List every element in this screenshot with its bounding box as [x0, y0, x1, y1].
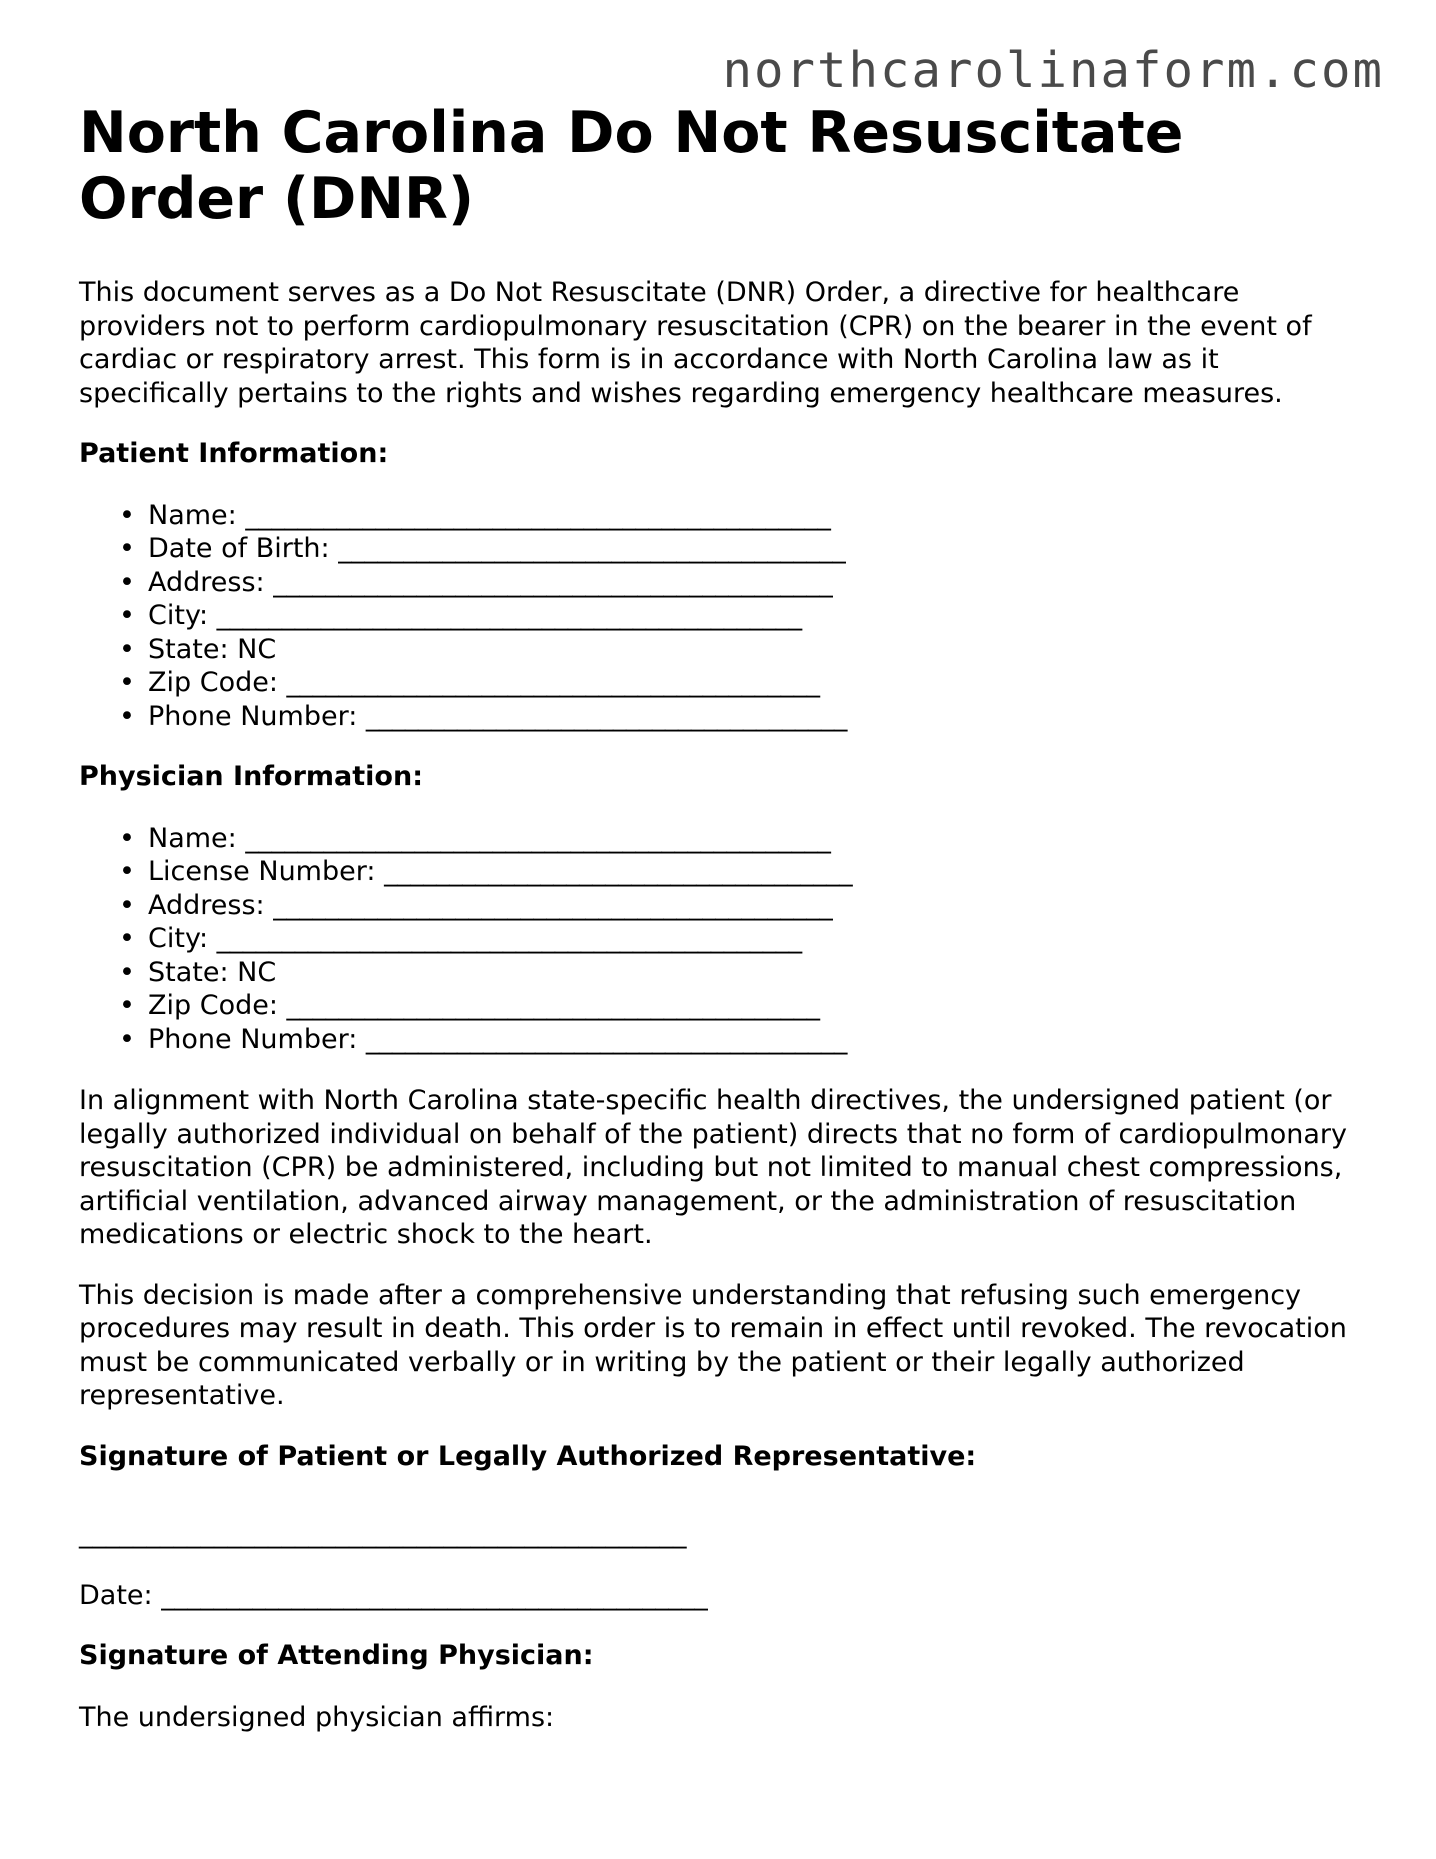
- field-blank[interactable]: _____________________________________________: [245, 499, 831, 531]
- bullet-icon: •: [119, 990, 135, 1021]
- field-label: City:: [148, 923, 209, 954]
- physician-phone-field[interactable]: [119, 1023, 1369, 1057]
- bullet-icon: •: [119, 1023, 135, 1055]
- field-label: Name:: [148, 822, 237, 854]
- field-blank[interactable]: _______________________________________: [338, 533, 846, 564]
- field-blank[interactable]: _____________________________________________: [245, 822, 831, 854]
- intro-paragraph: This document serves as a Do Not Resuscitate (DNR) Order, a directive for healthcare providers not to perform cardiopulmonary resuscitation (CPR) on the bearer in the event of cardiac or respiratory arrest. This form is in accordance with North Carolina law as it specifically pertains to the rights and wishes regarding emergency healthcare measures.: [79, 277, 1312, 409]
- physician-city-field[interactable]: [119, 922, 1369, 956]
- bullet-icon: •: [119, 923, 135, 954]
- patient-city-field[interactable]: [119, 599, 1369, 633]
- field-label: Phone Number:: [148, 700, 358, 732]
- patient-signature-heading: Signature of Patient or Legally Authorized Representative:: [79, 1440, 977, 1472]
- field-label: Address:: [148, 889, 265, 921]
- field-blank[interactable]: ___________________________________________: [273, 889, 833, 921]
- bullet-icon: •: [119, 499, 135, 531]
- patient-zip-field[interactable]: [119, 666, 1369, 700]
- document-page: [79, 100, 1369, 1734]
- field-label: State:: [148, 633, 229, 665]
- physician-info-heading: Physician Information:: [79, 761, 423, 792]
- field-blank[interactable]: _____________________________________: [365, 700, 847, 732]
- field-label: State:: [148, 956, 229, 988]
- alignment-paragraph: In alignment with North Carolina state-specific health directives, the undersigned patient (or legally authorized individual on behalf of the patient) directs that no form of cardiopulmonary resuscitation (CPR) be administered, including but not limited to manual chest compressions, artificial ventilation, advanced airway management, or the administration of resuscitation medications or electric shock to the heart.: [79, 1085, 1347, 1250]
- field-label: Date of Birth:: [148, 533, 330, 564]
- field-value: NC: [237, 633, 277, 665]
- patient-dob-field[interactable]: [119, 532, 1369, 566]
- field-blank[interactable]: ____________________________________: [384, 856, 853, 887]
- bullet-icon: •: [119, 600, 135, 631]
- bullet-icon: •: [119, 956, 135, 988]
- signature-date-field[interactable]: [79, 1579, 1369, 1613]
- field-blank[interactable]: _________________________________________: [286, 990, 820, 1021]
- patient-name-field[interactable]: [119, 499, 1369, 533]
- patient-signature-line[interactable]: _____________________________________________: [79, 1518, 687, 1549]
- field-label: Zip Code:: [148, 667, 278, 698]
- field-label: Zip Code:: [148, 990, 278, 1021]
- bullet-icon: •: [119, 889, 135, 921]
- field-blank[interactable]: ___________________________________________: [273, 566, 833, 598]
- bullet-icon: •: [119, 822, 135, 854]
- patient-phone-field[interactable]: [119, 700, 1369, 734]
- physician-name-field[interactable]: [119, 822, 1369, 856]
- field-label: Address:: [148, 566, 265, 598]
- bullet-icon: •: [119, 566, 135, 598]
- physician-info-list: [79, 822, 1369, 1057]
- field-blank[interactable]: _____________________________________________: [216, 923, 802, 954]
- physician-address-field[interactable]: [119, 889, 1369, 923]
- field-label: License Number:: [148, 856, 376, 887]
- field-label: City:: [148, 600, 209, 631]
- field-blank[interactable]: _____________________________________________: [216, 600, 802, 631]
- date-label: Date:: [79, 1579, 153, 1611]
- bullet-icon: •: [119, 700, 135, 732]
- physician-license-field[interactable]: [119, 855, 1369, 889]
- bullet-icon: •: [119, 633, 135, 665]
- decision-paragraph: This decision is made after a comprehensive understanding that refusing such emergency procedures may result in death. This order is to remain in effect until revoked. The revocation must be communicated verbally or in writing by the patient or their legally authorized representative.: [79, 1279, 1347, 1411]
- physician-zip-field[interactable]: [119, 989, 1369, 1023]
- bullet-icon: •: [119, 533, 135, 564]
- physician-affirms-text: The undersigned physician affirms:: [79, 1701, 555, 1733]
- patient-state-field: [119, 633, 1369, 667]
- patient-info-list: [79, 499, 1369, 734]
- patient-address-field[interactable]: [119, 566, 1369, 600]
- page-title: North Carolina Do Not Resuscitate Order (DNR): [79, 100, 1184, 232]
- physician-signature-heading: Signature of Attending Physician:: [79, 1640, 594, 1671]
- field-value: NC: [237, 956, 277, 988]
- patient-info-heading: Patient Information:: [79, 438, 389, 469]
- bullet-icon: •: [119, 667, 135, 698]
- physician-state-field: [119, 956, 1369, 990]
- field-blank[interactable]: _________________________________________: [286, 667, 820, 698]
- field-label: Phone Number:: [148, 1023, 358, 1055]
- field-label: Name:: [148, 499, 237, 531]
- date-blank[interactable]: __________________________________________: [161, 1579, 708, 1611]
- watermark: northcarolinaform.com: [722, 42, 1384, 99]
- field-blank[interactable]: _____________________________________: [365, 1023, 847, 1055]
- bullet-icon: •: [119, 856, 135, 887]
